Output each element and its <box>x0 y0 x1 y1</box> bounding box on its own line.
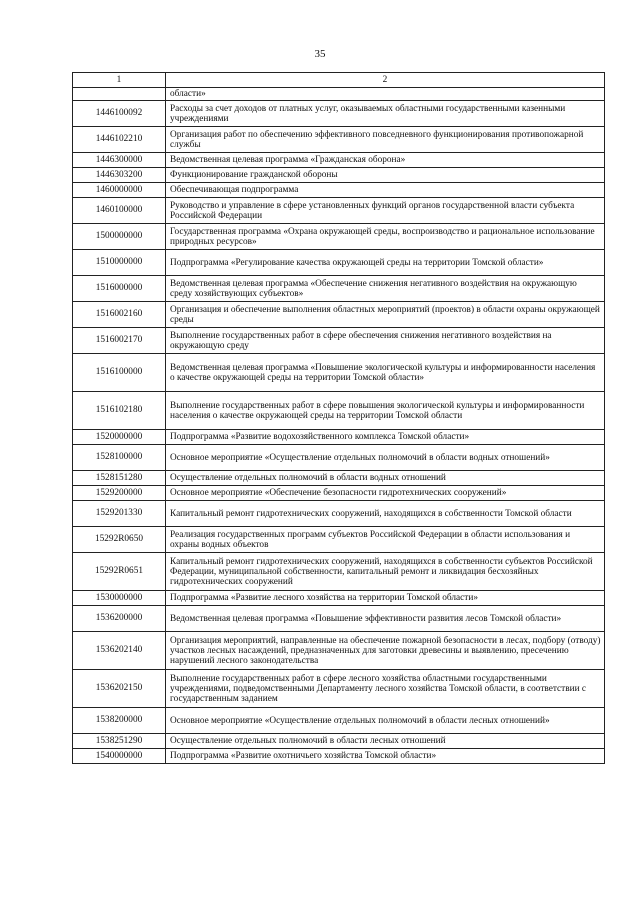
row-code: 1540000000 <box>73 749 166 764</box>
table-row <box>73 670 605 708</box>
table-row <box>73 553 605 591</box>
row-code: 1516002160 <box>73 302 166 328</box>
row-description: Капитальный ремонт гидротехнических сооружений, находящихся в собственности Томской области <box>166 501 605 527</box>
row-description: Подпрограмма «Развитие охотничьего хозяйства Томской области» <box>166 749 605 764</box>
row-description: Подпрограмма «Регулирование качества окружающей среды на территории Томской области» <box>166 250 605 276</box>
row-code: 1529201330 <box>73 501 166 527</box>
row-description: Выполнение государственных работ в сфере повышения экологической культуры и информированности населения о качестве окружающей среды на территории Томской области <box>166 392 605 430</box>
table-row <box>73 445 605 471</box>
table-row <box>73 88 605 101</box>
row-code <box>73 88 166 101</box>
table-row <box>73 606 605 632</box>
table-row <box>73 591 605 606</box>
row-description: Осуществление отдельных полномочий в области лесных отношений <box>166 734 605 749</box>
row-description: Подпрограмма «Развитие лесного хозяйства на территории Томской области» <box>166 591 605 606</box>
row-description: Государственная программа «Охрана окружающей среды, воспроизводство и рациональное использование природных ресурсов» <box>166 224 605 250</box>
row-description: Руководство и управление в сфере установленных функций органов государственной власти субъекта Российской Федерации <box>166 198 605 224</box>
row-code: 1460000000 <box>73 183 166 198</box>
table-row <box>73 276 605 302</box>
row-description: Ведомственная целевая программа «Гражданская оборона» <box>166 153 605 168</box>
table-row <box>73 486 605 501</box>
table-row <box>73 328 605 354</box>
budget-classification-table <box>72 72 605 764</box>
row-code: 1529200000 <box>73 486 166 501</box>
row-description: Организация мероприятий, направленные на обеспечение пожарной безопасности в лесах, подбору (отводу) участков лесных насаждений, предназначенных для заготовки древесины и выявлению, пресечению нарушений лесного законодательства <box>166 632 605 670</box>
table-row <box>73 354 605 392</box>
table-row <box>73 224 605 250</box>
row-description: Капитальный ремонт гидротехнических сооружений, находящихся в собственности субъектов Российской Федерации, муниципальной собственности, капитальный ремонт и ликвидация бесхозяйных гидротехнических сооружений <box>166 553 605 591</box>
table-row <box>73 392 605 430</box>
row-code: 1446300000 <box>73 153 166 168</box>
row-description: Расходы за счет доходов от платных услуг, оказываемых областными государственными казенными учреждениями <box>166 101 605 127</box>
row-code: 1536202150 <box>73 670 166 708</box>
row-description: Реализация государственных программ субъектов Российской Федерации в области использования и охраны водных объектов <box>166 527 605 553</box>
row-code: 1446102210 <box>73 127 166 153</box>
row-description: Выполнение государственных работ в сфере обеспечения снижения негативного воздействия на окружающую среду <box>166 328 605 354</box>
table-row <box>73 302 605 328</box>
table-row <box>73 708 605 734</box>
column-header-code: 1 <box>73 73 166 88</box>
row-description: Обеспечивающая подпрограмма <box>166 183 605 198</box>
row-code: 1538251290 <box>73 734 166 749</box>
row-description: Осуществление отдельных полномочий в области водных отношений <box>166 471 605 486</box>
table-row <box>73 430 605 445</box>
table-row <box>73 471 605 486</box>
row-description: Функционирование гражданской обороны <box>166 168 605 183</box>
table-body <box>73 88 605 764</box>
row-code: 1530000000 <box>73 591 166 606</box>
row-code: 1510000000 <box>73 250 166 276</box>
table-row <box>73 527 605 553</box>
row-description: области» <box>166 88 605 101</box>
table-row <box>73 501 605 527</box>
table-row <box>73 250 605 276</box>
page-number: 35 <box>314 48 326 60</box>
table-row <box>73 168 605 183</box>
row-description: Основное мероприятие «Осуществление отдельных полномочий в области лесных отношений» <box>166 708 605 734</box>
row-code: 1528100000 <box>73 445 166 471</box>
row-description: Организация и обеспечение выполнения областных мероприятий (проектов) в области охраны окружающей среды <box>166 302 605 328</box>
row-description: Ведомственная целевая программа «Обеспечение снижения негативного воздействия на окружающую среду хозяйствующих субъектов» <box>166 276 605 302</box>
column-header-description: 2 <box>166 73 605 88</box>
row-description: Подпрограмма «Развитие водохозяйственного комплекса Томской области» <box>166 430 605 445</box>
table-header-row <box>73 73 605 88</box>
table-row <box>73 183 605 198</box>
row-code: 15292R0650 <box>73 527 166 553</box>
row-code: 1446303200 <box>73 168 166 183</box>
table-row <box>73 101 605 127</box>
row-description: Организация работ по обеспечению эффективного повседневного функционирования противопожарной службы <box>166 127 605 153</box>
row-code: 1528151280 <box>73 471 166 486</box>
row-code: 1536200000 <box>73 606 166 632</box>
row-code: 1516102180 <box>73 392 166 430</box>
row-code: 1516002170 <box>73 328 166 354</box>
table-row <box>73 749 605 764</box>
table-row <box>73 198 605 224</box>
table-row <box>73 734 605 749</box>
row-code: 15292R0651 <box>73 553 166 591</box>
row-description: Выполнение государственных работ в сфере лесного хозяйства областными государственными учреждениями, подведомственными Департаменту лесного хозяйства Томской области, в соответствии с государственным заданием <box>166 670 605 708</box>
row-code: 1516000000 <box>73 276 166 302</box>
row-code: 1500000000 <box>73 224 166 250</box>
row-code: 1516100000 <box>73 354 166 392</box>
row-description: Ведомственная целевая программа «Повышение экологической культуры и информированности населения о качестве окружающей среды на территории Томской области» <box>166 354 605 392</box>
row-code: 1538200000 <box>73 708 166 734</box>
row-code: 1536202140 <box>73 632 166 670</box>
table-row <box>73 153 605 168</box>
row-description: Основное мероприятие «Осуществление отдельных полномочий в области водных отношений» <box>166 445 605 471</box>
row-code: 1460100000 <box>73 198 166 224</box>
table-row <box>73 632 605 670</box>
row-code: 1520000000 <box>73 430 166 445</box>
row-description: Ведомственная целевая программа «Повышение эффективности развития лесов Томской области» <box>166 606 605 632</box>
table-row <box>73 127 605 153</box>
row-description: Основное мероприятие «Обеспечение безопасности гидротехнических сооружений» <box>166 486 605 501</box>
row-code: 1446100092 <box>73 101 166 127</box>
